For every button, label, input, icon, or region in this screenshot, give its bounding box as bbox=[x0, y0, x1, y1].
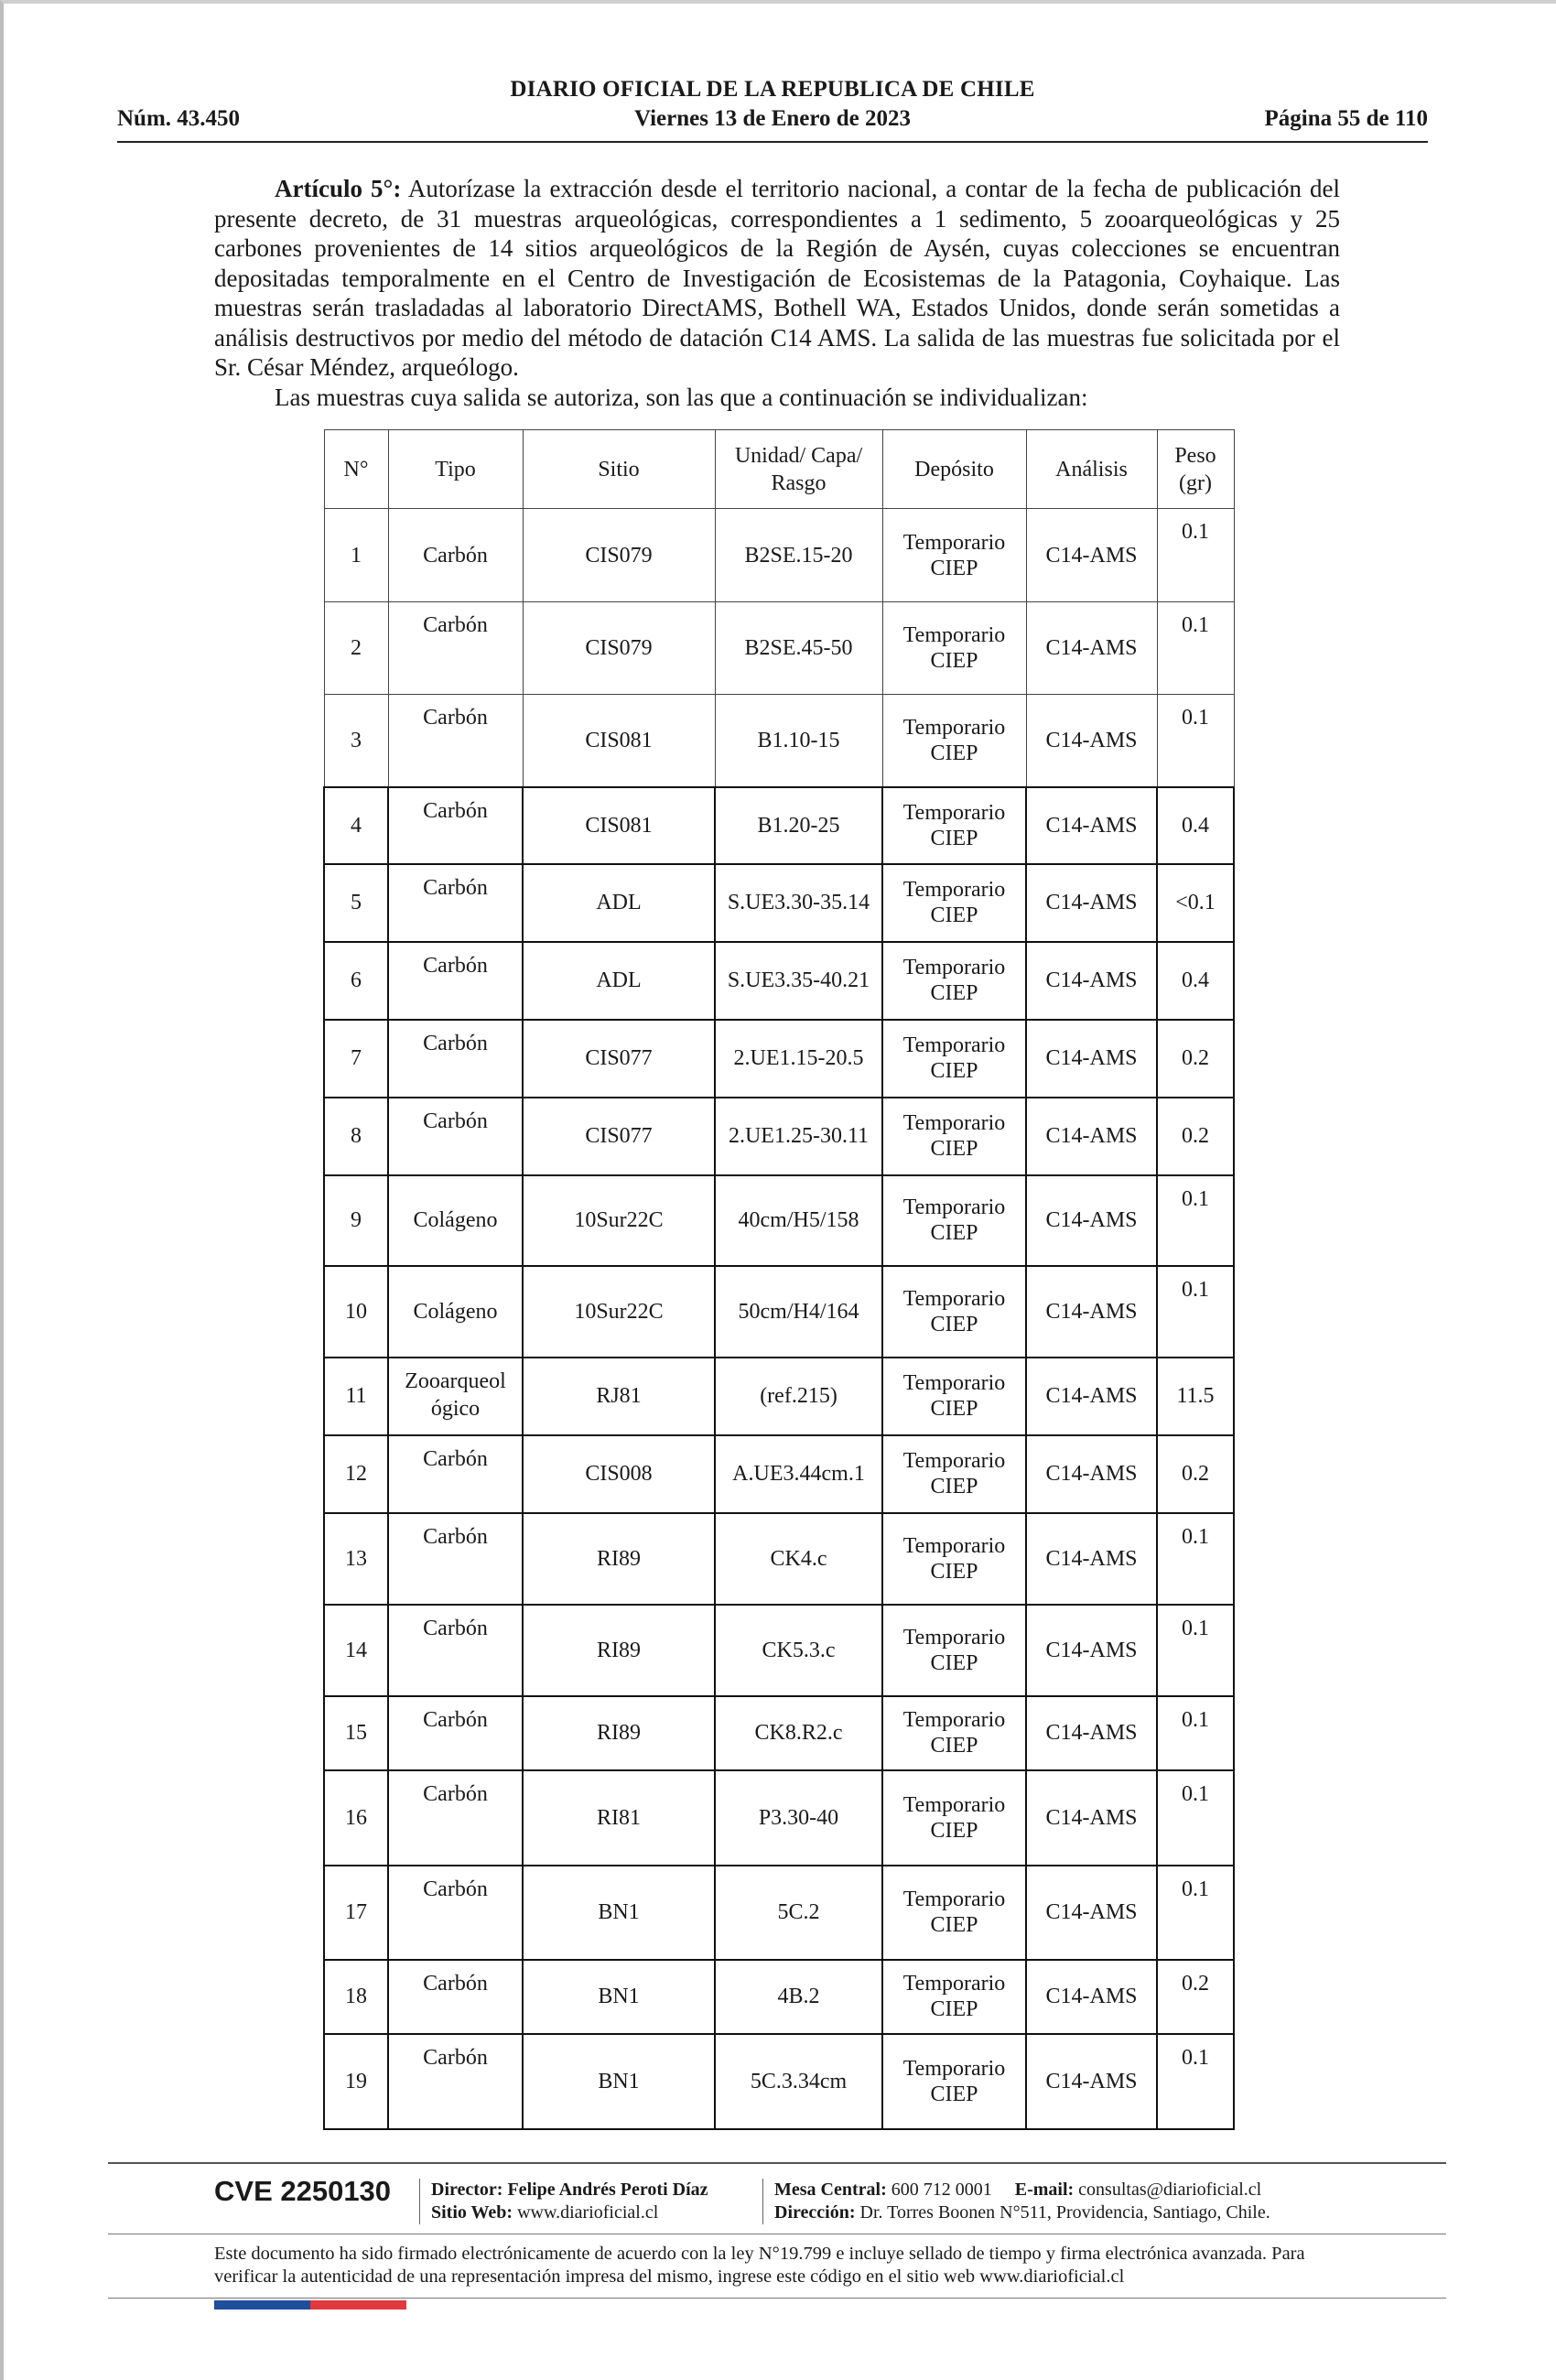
table-row bbox=[324, 942, 1234, 1020]
web-label: Sitio Web: bbox=[431, 2202, 513, 2223]
footer-contact-block bbox=[762, 2179, 1270, 2224]
director-label: Director: bbox=[431, 2180, 503, 2200]
cell-tipo: Carbón bbox=[388, 864, 523, 942]
footer-divider-3 bbox=[108, 2298, 1446, 2299]
cell-tipo: Zooarqueol ógico bbox=[388, 1358, 523, 1435]
cell-sitio: CIS077 bbox=[523, 1098, 715, 1175]
article-paragraph bbox=[214, 174, 1340, 383]
cell-num: 16 bbox=[324, 1770, 388, 1866]
page-header bbox=[117, 75, 1428, 146]
cell-unidad: 2.UE1.25-30.11 bbox=[715, 1098, 882, 1175]
cell-deposito: Temporario CIEP bbox=[882, 1960, 1026, 2034]
gazette-title: DIARIO OFICIAL DE LA REPUBLICA DE CHILE bbox=[510, 77, 1035, 102]
cell-num: 17 bbox=[324, 1866, 388, 1960]
cell-analisis: C14-AMS bbox=[1026, 1513, 1157, 1605]
flag-stripe-red bbox=[310, 2300, 406, 2310]
cell-unidad: 5C.2 bbox=[715, 1866, 882, 1960]
cell-deposito: Temporario CIEP bbox=[882, 1020, 1026, 1098]
cell-sitio: CIS081 bbox=[523, 695, 715, 787]
cve-code: CVE 2250130 bbox=[214, 2175, 392, 2207]
cell-unidad: S.UE3.30-35.14 bbox=[715, 864, 882, 942]
cell-unidad: B2SE.15-20 bbox=[715, 509, 882, 602]
cell-analisis: C14-AMS bbox=[1026, 1605, 1157, 1696]
footer-director-block bbox=[419, 2179, 708, 2224]
cell-analisis: C14-AMS bbox=[1026, 864, 1157, 942]
cell-peso: 0.2 bbox=[1157, 1020, 1234, 1098]
address-label: Dirección: bbox=[774, 2202, 856, 2223]
cell-deposito: Temporario CIEP bbox=[882, 509, 1026, 602]
flag-stripe-blue bbox=[214, 2300, 310, 2310]
cell-num: 5 bbox=[324, 864, 388, 942]
cell-num: 14 bbox=[324, 1605, 388, 1696]
cell-tipo: Carbón bbox=[388, 602, 523, 695]
cell-num: 12 bbox=[324, 1435, 388, 1513]
cell-unidad: B1.10-15 bbox=[715, 695, 882, 787]
address: Dr. Torres Boonen N°511, Providencia, Santiago, Chile. bbox=[859, 2202, 1270, 2223]
cell-sitio: CIS077 bbox=[523, 1020, 715, 1098]
cell-analisis: C14-AMS bbox=[1026, 695, 1157, 787]
cell-unidad: P3.30-40 bbox=[715, 1770, 882, 1866]
article-text bbox=[214, 174, 1340, 412]
table-row bbox=[324, 1175, 1234, 1266]
cell-sitio: RI89 bbox=[523, 1605, 715, 1696]
cell-analisis: C14-AMS bbox=[1026, 1266, 1157, 1358]
cell-analisis: C14-AMS bbox=[1026, 1358, 1157, 1435]
article-body: Autorízase la extracción desde el territorio nacional, a contar de la fecha de publicación del presente decreto, de 31 muestras arqueológicas, correspondientes a 1 sedimento, 5 zooarqueológicas y 25 carbones provenientes de 14 sitios arqueológicos de la Región de Aysén, cuyas colecciones se encuentran depositadas temporalmente en el Centro de Investigación de Ecosistemas de la Patagonia, Coyhaique. Las muestras serán trasladadas al laboratorio DirectAMS, Bothell WA, Estados Unidos, donde serán sometidas a análisis destructivos por medio del método de datación C14 AMS. La salida de las muestras fue solicitada por el Sr. César Méndez, arqueólogo. bbox=[214, 175, 1340, 381]
cell-unidad: 4B.2 bbox=[715, 1960, 882, 2034]
table-row bbox=[324, 1266, 1234, 1358]
cell-peso: 0.1 bbox=[1157, 1866, 1234, 1960]
cell-tipo: Colágeno bbox=[388, 1266, 523, 1358]
cell-deposito: Temporario CIEP bbox=[882, 864, 1026, 942]
table-row bbox=[324, 509, 1234, 602]
cell-sitio: ADL bbox=[523, 942, 715, 1020]
cell-analisis: C14-AMS bbox=[1026, 1696, 1157, 1770]
table-row bbox=[324, 1020, 1234, 1098]
cell-unidad: S.UE3.35-40.21 bbox=[715, 942, 882, 1020]
table-row bbox=[324, 1696, 1234, 1770]
cell-deposito: Temporario CIEP bbox=[882, 1358, 1026, 1435]
table-row bbox=[324, 1435, 1234, 1513]
cell-tipo: Colágeno bbox=[388, 1175, 523, 1266]
cell-unidad: A.UE3.44cm.1 bbox=[715, 1435, 882, 1513]
cell-num: 11 bbox=[324, 1358, 388, 1435]
cell-unidad: 2.UE1.15-20.5 bbox=[715, 1020, 882, 1098]
cell-unidad: CK4.c bbox=[715, 1513, 882, 1605]
cell-num: 10 bbox=[324, 1266, 388, 1358]
cell-tipo: Carbón bbox=[388, 509, 523, 602]
table-row bbox=[324, 2034, 1234, 2129]
cell-analisis: C14-AMS bbox=[1026, 1435, 1157, 1513]
cell-peso: 0.4 bbox=[1157, 787, 1234, 864]
cell-deposito: Temporario CIEP bbox=[882, 695, 1026, 787]
samples-table bbox=[323, 429, 1235, 2130]
legal-notice: Este documento ha sido firmado electrónicamente de acuerdo con la ley N°19.799 e incluye sellado de tiempo y firma electrónica avanzada. Para verificar la autenticidad de una representación impresa del mismo, ingrese este código en el sitio web www.diarioficial.cl bbox=[214, 2244, 1305, 2287]
col-header-unidad: Unidad/ Capa/ Rasgo bbox=[715, 430, 882, 509]
cell-num: 3 bbox=[324, 695, 388, 787]
phone-number: 600 712 0001 bbox=[891, 2180, 992, 2200]
cell-deposito: Temporario CIEP bbox=[882, 1770, 1026, 1866]
cell-tipo: Carbón bbox=[388, 787, 523, 864]
cell-analisis: C14-AMS bbox=[1026, 1960, 1157, 2034]
cell-deposito: Temporario CIEP bbox=[882, 602, 1026, 695]
cell-num: 8 bbox=[324, 1098, 388, 1175]
cell-unidad: 50cm/H4/164 bbox=[715, 1266, 882, 1358]
cell-peso: 0.1 bbox=[1157, 1175, 1234, 1266]
cell-peso: 0.2 bbox=[1157, 1098, 1234, 1175]
cell-tipo: Carbón bbox=[388, 942, 523, 1020]
cell-unidad: B2SE.45-50 bbox=[715, 602, 882, 695]
mesa-label: Mesa Central: bbox=[774, 2180, 887, 2200]
table-row bbox=[324, 1866, 1234, 1960]
cell-analisis: C14-AMS bbox=[1026, 1175, 1157, 1266]
cell-sitio: RJ81 bbox=[523, 1358, 715, 1435]
cell-unidad: B1.20-25 bbox=[715, 787, 882, 864]
cell-unidad: (ref.215) bbox=[715, 1358, 882, 1435]
table-header-row bbox=[324, 430, 1234, 509]
cell-peso: 0.1 bbox=[1157, 695, 1234, 787]
cell-analisis: C14-AMS bbox=[1026, 2034, 1157, 2129]
cell-tipo: Carbón bbox=[388, 1513, 523, 1605]
cell-analisis: C14-AMS bbox=[1026, 787, 1157, 864]
cell-num: 4 bbox=[324, 787, 388, 864]
col-header-tipo: Tipo bbox=[388, 430, 523, 509]
page-indicator: Página 55 de 110 bbox=[1264, 106, 1428, 131]
cell-peso: 0.1 bbox=[1157, 1696, 1234, 1770]
cell-peso: 0.1 bbox=[1157, 1605, 1234, 1696]
cell-deposito: Temporario CIEP bbox=[882, 1696, 1026, 1770]
table-row bbox=[324, 695, 1234, 787]
footer-divider bbox=[108, 2162, 1446, 2164]
cell-unidad: 5C.3.34cm bbox=[715, 2034, 882, 2129]
cell-sitio: CIS079 bbox=[523, 509, 715, 602]
cell-sitio: BN1 bbox=[523, 2034, 715, 2129]
cell-deposito: Temporario CIEP bbox=[882, 1098, 1026, 1175]
cell-sitio: CIS081 bbox=[523, 787, 715, 864]
cell-analisis: C14-AMS bbox=[1026, 1866, 1157, 1960]
cell-sitio: CIS008 bbox=[523, 1435, 715, 1513]
header-divider bbox=[117, 141, 1428, 143]
cell-num: 2 bbox=[324, 602, 388, 695]
table-row bbox=[324, 1098, 1234, 1175]
cell-sitio: RI89 bbox=[523, 1696, 715, 1770]
cell-deposito: Temporario CIEP bbox=[882, 1266, 1026, 1358]
cell-sitio: BN1 bbox=[523, 1960, 715, 2034]
article-label: Artículo 5°: bbox=[275, 175, 402, 202]
cell-analisis: C14-AMS bbox=[1026, 1770, 1157, 1866]
issue-number: Núm. 43.450 bbox=[117, 106, 241, 131]
cell-analisis: C14-AMS bbox=[1026, 942, 1157, 1020]
col-header-analisis: Análisis bbox=[1026, 430, 1157, 509]
email-link[interactable]: consultas@diarioficial.cl bbox=[1078, 2180, 1262, 2200]
cell-deposito: Temporario CIEP bbox=[882, 2034, 1026, 2129]
cell-peso: 0.1 bbox=[1157, 1266, 1234, 1358]
website-link[interactable]: www.diarioficial.cl bbox=[517, 2202, 659, 2223]
cell-tipo: Carbón bbox=[388, 1696, 523, 1770]
cell-deposito: Temporario CIEP bbox=[882, 1435, 1026, 1513]
director-name: Felipe Andrés Peroti Díaz bbox=[507, 2180, 708, 2200]
cell-deposito: Temporario CIEP bbox=[882, 1175, 1026, 1266]
cell-num: 9 bbox=[324, 1175, 388, 1266]
table-row bbox=[324, 1770, 1234, 1866]
cell-num: 13 bbox=[324, 1513, 388, 1605]
cell-num: 15 bbox=[324, 1696, 388, 1770]
cell-tipo: Carbón bbox=[388, 695, 523, 787]
cell-sitio: RI81 bbox=[523, 1770, 715, 1866]
cell-num: 7 bbox=[324, 1020, 388, 1098]
table-row bbox=[324, 864, 1234, 942]
cell-analisis: C14-AMS bbox=[1026, 1098, 1157, 1175]
cell-sitio: RI89 bbox=[523, 1513, 715, 1605]
table-row bbox=[324, 1358, 1234, 1435]
col-header-num: N° bbox=[324, 430, 388, 509]
cell-peso: <0.1 bbox=[1157, 864, 1234, 942]
cell-deposito: Temporario CIEP bbox=[882, 1513, 1026, 1605]
table-row bbox=[324, 1960, 1234, 2034]
cell-deposito: Temporario CIEP bbox=[882, 787, 1026, 864]
cell-num: 1 bbox=[324, 509, 388, 602]
cell-sitio: 10Sur22C bbox=[523, 1266, 715, 1358]
cell-unidad: 40cm/H5/158 bbox=[715, 1175, 882, 1266]
cell-tipo: Carbón bbox=[388, 1770, 523, 1866]
issue-date: Viernes 13 de Enero de 2023 bbox=[633, 106, 912, 131]
cell-peso: 0.1 bbox=[1157, 602, 1234, 695]
cell-sitio: 10Sur22C bbox=[523, 1175, 715, 1266]
cell-tipo: Carbón bbox=[388, 1098, 523, 1175]
cell-unidad: CK5.3.c bbox=[715, 1605, 882, 1696]
cell-sitio: CIS079 bbox=[523, 602, 715, 695]
table-row bbox=[324, 1513, 1234, 1605]
cell-peso: 0.2 bbox=[1157, 1960, 1234, 2034]
cell-tipo: Carbón bbox=[388, 2034, 523, 2129]
table-intro: Las muestras cuya salida se autoriza, son las que a continuación se individualizan: bbox=[275, 383, 1088, 411]
table-row bbox=[324, 1605, 1234, 1696]
table-row bbox=[324, 602, 1234, 695]
cell-peso: 0.2 bbox=[1157, 1435, 1234, 1513]
table-row bbox=[324, 787, 1234, 864]
cell-deposito: Temporario CIEP bbox=[882, 1866, 1026, 1960]
cell-peso: 0.1 bbox=[1157, 2034, 1234, 2129]
col-header-sitio: Sitio bbox=[523, 430, 715, 509]
cell-sitio: ADL bbox=[523, 864, 715, 942]
cell-deposito: Temporario CIEP bbox=[882, 1605, 1026, 1696]
cell-unidad: CK8.R2.c bbox=[715, 1696, 882, 1770]
col-header-deposito: Depósito bbox=[882, 430, 1026, 509]
cell-num: 6 bbox=[324, 942, 388, 1020]
cell-analisis: C14-AMS bbox=[1026, 602, 1157, 695]
cell-peso: 0.1 bbox=[1157, 1770, 1234, 1866]
cell-sitio: BN1 bbox=[523, 1866, 715, 1960]
cell-tipo: Carbón bbox=[388, 1960, 523, 2034]
col-header-peso: Peso (gr) bbox=[1157, 430, 1234, 509]
cell-analisis: C14-AMS bbox=[1026, 509, 1157, 602]
cell-tipo: Carbón bbox=[388, 1605, 523, 1696]
cell-tipo: Carbón bbox=[388, 1020, 523, 1098]
cell-peso: 0.1 bbox=[1157, 1513, 1234, 1605]
cell-peso: 0.1 bbox=[1157, 509, 1234, 602]
cell-num: 19 bbox=[324, 2034, 388, 2129]
cell-num: 18 bbox=[324, 1960, 388, 2034]
cell-tipo: Carbón bbox=[388, 1866, 523, 1960]
email-label: E-mail: bbox=[1014, 2180, 1075, 2200]
cell-peso: 0.4 bbox=[1157, 942, 1234, 1020]
cell-analisis: C14-AMS bbox=[1026, 1020, 1157, 1098]
cell-peso: 11.5 bbox=[1157, 1358, 1234, 1435]
cell-tipo: Carbón bbox=[388, 1435, 523, 1513]
cell-deposito: Temporario CIEP bbox=[882, 942, 1026, 1020]
